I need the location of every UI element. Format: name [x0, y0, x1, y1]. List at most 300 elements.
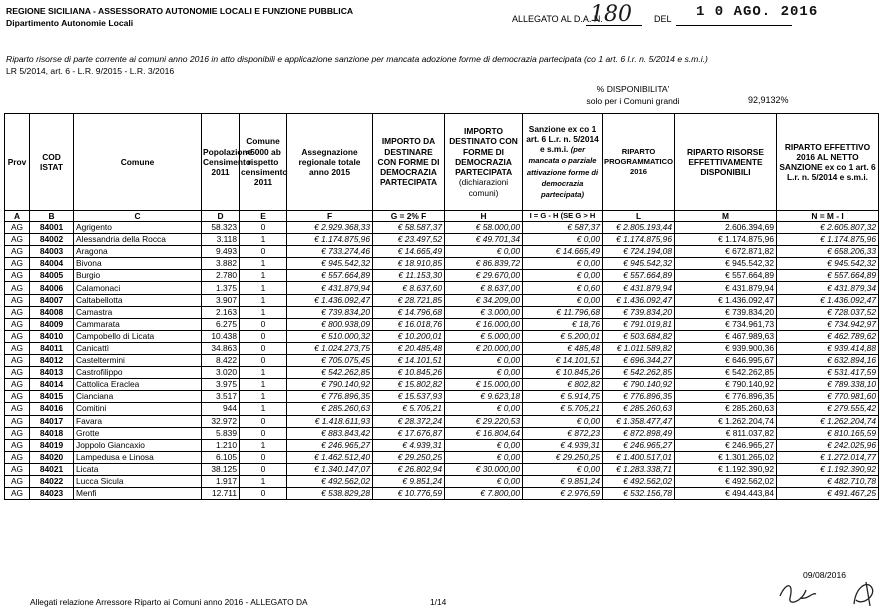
table-cell: € 739.834,20	[603, 306, 675, 318]
table-cell: € 18.910,85	[373, 258, 445, 270]
table-cell: Lucca Sicula	[74, 475, 202, 487]
table-cell: 1	[240, 439, 287, 451]
table-cell: 12.711	[202, 488, 240, 500]
table-cell: Canicattì	[74, 342, 202, 354]
table-cell: € 492.562,02	[675, 475, 777, 487]
table-cell: € 58.587,37	[373, 222, 445, 234]
table-cell: € 1.024.273,75	[287, 342, 373, 354]
table-cell: € 5.200,01	[523, 330, 603, 342]
table-row	[5, 222, 879, 234]
table-cell: € 542.262,85	[287, 367, 373, 379]
col-header-importo-destinato-main: IMPORTO DESTINATO CON FORME DI DEMOCRAZIA PARTECIPATA	[449, 126, 518, 178]
table-cell: 1	[240, 258, 287, 270]
col-header-assegnazione: Assegnazione regionale totale anno 2015	[287, 114, 373, 211]
table-cell: AG	[5, 282, 30, 294]
table-cell: 1	[240, 403, 287, 415]
table-cell: € 0,00	[445, 451, 523, 463]
table-cell: € 1.283.338,71	[603, 463, 675, 475]
table-cell: € 246.965,27	[603, 439, 675, 451]
table-cell: 3.882	[202, 258, 240, 270]
table-cell: € 10.845,26	[523, 367, 603, 379]
col-header-importo-destinato-sub: (dichiarazioni comuni)	[458, 177, 509, 198]
table-cell: AG	[5, 294, 30, 306]
table-cell: 3.118	[202, 234, 240, 246]
table-cell: € 532.156,78	[603, 488, 675, 500]
table-cell: 1	[240, 294, 287, 306]
table-cell: 84015	[30, 391, 74, 403]
table-cell: 84008	[30, 306, 74, 318]
table-cell: 10.438	[202, 330, 240, 342]
table-cell: € 5.914,75	[523, 391, 603, 403]
table-cell: Caltabellotta	[74, 294, 202, 306]
col-header-riparto-risorse: RIPARTO RISORSE EFFETTIVAMENTE DISPONIBILI	[675, 114, 777, 211]
table-cell: € 0,60	[523, 282, 603, 294]
table-cell: € 587,37	[523, 222, 603, 234]
table-cell: 0	[240, 330, 287, 342]
table-row	[5, 427, 879, 439]
letter-cell: B	[30, 211, 74, 222]
letter-cell: C	[74, 211, 202, 222]
table-cell: € 872,23	[523, 427, 603, 439]
table-cell: € 790.140,92	[287, 379, 373, 391]
table-cell: € 1.174.875,96	[287, 234, 373, 246]
table-cell: 34.863	[202, 342, 240, 354]
table-cell: AG	[5, 246, 30, 258]
table-cell: € 0,00	[445, 403, 523, 415]
table-row	[5, 306, 879, 318]
table-cell: 84014	[30, 379, 74, 391]
table-cell: 84023	[30, 488, 74, 500]
table-row	[5, 234, 879, 246]
table-cell: € 26.802,94	[373, 463, 445, 475]
table-cell: € 3.000,00	[445, 306, 523, 318]
table-cell: € 1.174.875,96	[603, 234, 675, 246]
table-cell: AG	[5, 222, 30, 234]
table-cell: € 242.025,96	[777, 439, 879, 451]
table-row	[5, 355, 879, 367]
letter-cell: D	[202, 211, 240, 222]
table-cell: AG	[5, 451, 30, 463]
table-cell: € 14.665,49	[523, 246, 603, 258]
table-cell: € 14.101,51	[373, 355, 445, 367]
col-header-sanzione-main: Sanzione ex co 1 art. 6 L.r. n. 5/2014 e s.m.i.	[526, 123, 599, 155]
table-cell: 58.323	[202, 222, 240, 234]
table-cell: € 9.851,24	[373, 475, 445, 487]
table-cell: € 1.174.875,96	[675, 234, 777, 246]
table-cell: € 2.976,59	[523, 488, 603, 500]
table-cell: € 728.037,52	[777, 306, 879, 318]
table-cell: € 557.664,89	[603, 270, 675, 282]
table-cell: Camastra	[74, 306, 202, 318]
table-cell: Agrigento	[74, 222, 202, 234]
table-cell: € 14.101,51	[523, 355, 603, 367]
table-cell: Castrofilippo	[74, 367, 202, 379]
table-cell: € 0,00	[523, 463, 603, 475]
table-cell: AG	[5, 367, 30, 379]
table-cell: € 11.153,30	[373, 270, 445, 282]
col-header-importo-destinato	[445, 114, 523, 211]
table-cell: € 2.605.807,32	[777, 222, 879, 234]
table-cell: € 0,00	[523, 294, 603, 306]
table-cell: € 510.000,32	[287, 330, 373, 342]
table-cell: € 531.417,59	[777, 367, 879, 379]
table-cell: € 776.896,35	[675, 391, 777, 403]
table-cell: € 14.796,68	[373, 306, 445, 318]
col-header-sanzione-sub: (per mancata o parziale attivazione forme di democrazia partecipata)	[526, 145, 599, 199]
table-cell: 84002	[30, 234, 74, 246]
table-cell: € 811.037,82	[675, 427, 777, 439]
table-cell: AG	[5, 318, 30, 330]
footer-date: 09/08/2016	[803, 570, 847, 580]
col-header-cod-istat: COD ISTAT	[30, 114, 74, 211]
table-cell: € 872.898,49	[603, 427, 675, 439]
table-cell: 0	[240, 427, 287, 439]
table-cell: € 492.562,02	[603, 475, 675, 487]
table-cell: Menfi	[74, 488, 202, 500]
table-cell: 84020	[30, 451, 74, 463]
table-cell: Aragona	[74, 246, 202, 258]
allegato-date-line	[676, 25, 792, 26]
table-cell: € 542.262,85	[603, 367, 675, 379]
table-cell: AG	[5, 475, 30, 487]
table-cell: € 538.829,28	[287, 488, 373, 500]
table-cell: 84022	[30, 475, 74, 487]
table-cell: € 1.192.390,92	[675, 463, 777, 475]
table-cell: € 776.896,35	[603, 391, 675, 403]
table-cell: € 0,00	[523, 415, 603, 427]
allegato-label: ALLEGATO AL D.A. N.	[512, 14, 603, 24]
table-cell: € 0,00	[523, 234, 603, 246]
table-cell: € 557.664,89	[777, 270, 879, 282]
col-header-comune-small: Comune <5000 ab rispetto censimento 2011	[240, 114, 287, 211]
table-cell: € 0,00	[445, 367, 523, 379]
table-cell: Calamonaci	[74, 282, 202, 294]
table-cell: € 10.845,26	[373, 367, 445, 379]
table-cell: AG	[5, 463, 30, 475]
table-cell: AG	[5, 234, 30, 246]
table-cell: € 0,00	[523, 258, 603, 270]
table-cell: 1	[240, 306, 287, 318]
table-cell: € 86.839,72	[445, 258, 523, 270]
table-row	[5, 463, 879, 475]
table-cell: € 789.338,10	[777, 379, 879, 391]
table-cell: 8.422	[202, 355, 240, 367]
allegato-number: 180	[590, 2, 632, 27]
table-cell: 84011	[30, 342, 74, 354]
table-cell: 84006	[30, 282, 74, 294]
disponibilita-label-1: % DISPONIBILITA'	[596, 84, 670, 94]
table-cell: € 285.260,63	[287, 403, 373, 415]
table-cell: € 734.961,73	[675, 318, 777, 330]
table-cell: 6.105	[202, 451, 240, 463]
table-cell: 84004	[30, 258, 74, 270]
table-cell: € 15.802,82	[373, 379, 445, 391]
table-cell: € 8.637,00	[445, 282, 523, 294]
table-cell: € 0,00	[523, 270, 603, 282]
table-cell: € 485,48	[523, 342, 603, 354]
table-cell: € 462.789,62	[777, 330, 879, 342]
table-cell: € 491.467,25	[777, 488, 879, 500]
table-cell: 0	[240, 318, 287, 330]
allegato-date-stamp: 1 0 AGO. 2016	[696, 4, 819, 20]
table-cell: € 246.965,27	[675, 439, 777, 451]
table-cell: € 1.418.611,93	[287, 415, 373, 427]
table-cell: € 1.436.092,47	[603, 294, 675, 306]
table-cell: € 945.542,32	[777, 258, 879, 270]
letter-cell: L	[603, 211, 675, 222]
table-cell: AG	[5, 427, 30, 439]
table-cell: € 542.262,85	[675, 367, 777, 379]
letter-cell: E	[240, 211, 287, 222]
table-cell: € 7.800,00	[445, 488, 523, 500]
letter-cell: N = M - I	[777, 211, 879, 222]
table-cell: 5.839	[202, 427, 240, 439]
table-cell: € 34.209,00	[445, 294, 523, 306]
table-row	[5, 318, 879, 330]
table-cell: € 790.140,92	[603, 379, 675, 391]
table-cell: Comitini	[74, 403, 202, 415]
table-cell: € 29.250,25	[523, 451, 603, 463]
table-cell: € 1.011.589,82	[603, 342, 675, 354]
table-cell: Licata	[74, 463, 202, 475]
table-cell: € 658.206,33	[777, 246, 879, 258]
signature-mark	[776, 578, 880, 608]
table-cell: 9.493	[202, 246, 240, 258]
disponibilita-label-2: solo per i Comuni grandi	[586, 96, 680, 106]
table-cell: € 632.894,16	[777, 355, 879, 367]
table-cell: € 1.272.014,77	[777, 451, 879, 463]
table-cell: € 1.192.390,92	[777, 463, 879, 475]
table-cell: 84019	[30, 439, 74, 451]
disponibilita-value: 92,9132%	[748, 95, 789, 105]
table-cell: € 18,76	[523, 318, 603, 330]
table-cell: € 279.555,42	[777, 403, 879, 415]
table-cell: € 739.834,20	[287, 306, 373, 318]
table-cell: 84013	[30, 367, 74, 379]
table-cell: AG	[5, 379, 30, 391]
table-cell: € 1.174.875,96	[777, 234, 879, 246]
table-cell: 1	[240, 379, 287, 391]
table-cell: € 672.871,82	[675, 246, 777, 258]
table-cell: € 431.879,94	[675, 282, 777, 294]
table-cell: € 1.436.092,47	[287, 294, 373, 306]
table-row	[5, 282, 879, 294]
riparto-table	[4, 113, 879, 500]
table-cell: 0	[240, 415, 287, 427]
table-cell: € 1.262.204,74	[675, 415, 777, 427]
table-cell: 84016	[30, 403, 74, 415]
table-cell: € 557.664,89	[675, 270, 777, 282]
table-cell: Burgio	[74, 270, 202, 282]
table-row	[5, 439, 879, 451]
table-row	[5, 342, 879, 354]
table-cell: € 17.676,87	[373, 427, 445, 439]
table-cell: 0	[240, 246, 287, 258]
table-cell: € 1.436.092,47	[777, 294, 879, 306]
table-cell: € 5.000,00	[445, 330, 523, 342]
table-cell: € 494.443,84	[675, 488, 777, 500]
table-cell: 1	[240, 270, 287, 282]
table-cell: Cianciana	[74, 391, 202, 403]
table-cell: € 30.000,00	[445, 463, 523, 475]
table-cell: 0	[240, 488, 287, 500]
allegato-number-line	[586, 25, 642, 26]
table-cell: € 733.274,46	[287, 246, 373, 258]
table-cell: Bivona	[74, 258, 202, 270]
table-cell: € 5.705,21	[373, 403, 445, 415]
table-cell: 84009	[30, 318, 74, 330]
table-cell: € 10.776,59	[373, 488, 445, 500]
table-cell: € 1.462.512,40	[287, 451, 373, 463]
table-cell: 3.975	[202, 379, 240, 391]
table-cell: AG	[5, 330, 30, 342]
table-cell: € 431.879,94	[603, 282, 675, 294]
document-header	[6, 5, 353, 29]
table-cell: € 739.834,20	[675, 306, 777, 318]
table-cell: € 29.250,25	[373, 451, 445, 463]
table-row	[5, 379, 879, 391]
table-cell: € 49.701,34	[445, 234, 523, 246]
table-cell: € 14.665,49	[373, 246, 445, 258]
col-header-riparto-netto: RIPARTO EFFETTIVO 2016 AL NETTO SANZIONE ex co 1 art. 6 L.r. n. 5/2014 e s.m.i.	[777, 114, 879, 211]
description-law-refs: LR 5/2014, art. 6 - L.R. 9/2015 - L.R. 3/2016	[6, 66, 175, 76]
table-cell: € 0,00	[445, 475, 523, 487]
table-cell: € 557.664,89	[287, 270, 373, 282]
table-cell: 38.125	[202, 463, 240, 475]
col-header-importo-destinare: IMPORTO DA DESTINARE CON FORME DI DEMOCRAZIA PARTECIPATA	[373, 114, 445, 211]
table-row	[5, 391, 879, 403]
col-header-riparto-programmatico: RIPARTO PROGRAMMATICO 2016	[603, 114, 675, 211]
table-cell: € 467.989,63	[675, 330, 777, 342]
table-cell: Cammarata	[74, 318, 202, 330]
table-cell: € 1.358.477,47	[603, 415, 675, 427]
table-cell: 1	[240, 234, 287, 246]
table-cell: € 0,00	[445, 355, 523, 367]
table-cell: AG	[5, 270, 30, 282]
col-header-sanzione	[523, 114, 603, 211]
table-cell: AG	[5, 391, 30, 403]
table-cell: € 770.981,60	[777, 391, 879, 403]
table-cell: Lampedusa e Linosa	[74, 451, 202, 463]
table-cell: € 1.301.265,02	[675, 451, 777, 463]
table-cell: € 29.220,53	[445, 415, 523, 427]
table-cell: 84007	[30, 294, 74, 306]
table-cell: 1	[240, 391, 287, 403]
table-cell: € 431.879,34	[777, 282, 879, 294]
table-cell: 1.375	[202, 282, 240, 294]
letter-cell: I = G - H (SE G > H	[523, 211, 603, 222]
table-cell: Cattolica Eraclea	[74, 379, 202, 391]
table-cell: € 9.851,24	[523, 475, 603, 487]
table-cell: € 802,82	[523, 379, 603, 391]
table-cell: AG	[5, 306, 30, 318]
table-cell: € 28.721,85	[373, 294, 445, 306]
table-cell: € 9.623,18	[445, 391, 523, 403]
table-row	[5, 330, 879, 342]
table-letter-row	[5, 211, 879, 222]
table-cell: 84012	[30, 355, 74, 367]
table-cell: € 724.194,08	[603, 246, 675, 258]
table-cell: € 945.542,32	[287, 258, 373, 270]
table-row	[5, 475, 879, 487]
table-cell: € 939.900,36	[675, 342, 777, 354]
table-row	[5, 246, 879, 258]
table-cell: 0	[240, 222, 287, 234]
table-cell: Grotte	[74, 427, 202, 439]
table-cell: 2.780	[202, 270, 240, 282]
table-cell: Campobello di Licata	[74, 330, 202, 342]
table-cell: € 15.537,93	[373, 391, 445, 403]
table-row	[5, 415, 879, 427]
table-cell: 944	[202, 403, 240, 415]
col-header-comune: Comune	[74, 114, 202, 211]
table-cell: € 11.796,68	[523, 306, 603, 318]
table-cell: € 58.000,00	[445, 222, 523, 234]
disponibilita-label	[565, 83, 701, 107]
table-cell: 0	[240, 355, 287, 367]
table-cell: 84018	[30, 427, 74, 439]
table-cell: € 945.542,32	[603, 258, 675, 270]
table-cell: 84005	[30, 270, 74, 282]
table-cell: AG	[5, 488, 30, 500]
table-cell: € 4.939,31	[373, 439, 445, 451]
table-cell: € 646.995,67	[675, 355, 777, 367]
table-cell: € 939.414,88	[777, 342, 879, 354]
letter-cell: F	[287, 211, 373, 222]
table-cell: € 705.075,45	[287, 355, 373, 367]
table-cell: € 791.019,81	[603, 318, 675, 330]
table-cell: Favara	[74, 415, 202, 427]
table-cell: 1	[240, 475, 287, 487]
letter-cell: H	[445, 211, 523, 222]
table-cell: € 696.344,27	[603, 355, 675, 367]
table-cell: € 0,00	[445, 439, 523, 451]
table-cell: € 431.879,94	[287, 282, 373, 294]
table-row	[5, 367, 879, 379]
letter-cell: A	[5, 211, 30, 222]
table-cell: € 4.939,31	[523, 439, 603, 451]
table-cell: 2.163	[202, 306, 240, 318]
table-cell: € 16.000,00	[445, 318, 523, 330]
table-cell: AG	[5, 403, 30, 415]
table-cell: 6.275	[202, 318, 240, 330]
table-row	[5, 451, 879, 463]
table-cell: € 482.710,78	[777, 475, 879, 487]
table-row	[5, 270, 879, 282]
table-cell: € 10.200,01	[373, 330, 445, 342]
table-cell: € 16.804,64	[445, 427, 523, 439]
table-cell: Joppolo Giancaxio	[74, 439, 202, 451]
letter-cell: G = 2% F	[373, 211, 445, 222]
table-cell: AG	[5, 355, 30, 367]
table-cell: 84021	[30, 463, 74, 475]
table-header-row	[5, 114, 879, 211]
table-cell: € 16.018,76	[373, 318, 445, 330]
table-row	[5, 258, 879, 270]
table-cell: 1.210	[202, 439, 240, 451]
table-cell: 84017	[30, 415, 74, 427]
allegato-del-label: DEL	[654, 14, 672, 24]
col-header-prov: Prov	[5, 114, 30, 211]
table-cell: 32.972	[202, 415, 240, 427]
table-cell: € 5.705,21	[523, 403, 603, 415]
table-cell: € 734.942,97	[777, 318, 879, 330]
table-cell: € 2.929.368,33	[287, 222, 373, 234]
table-cell: € 945.542,32	[675, 258, 777, 270]
table-cell: € 20.000,00	[445, 342, 523, 354]
table-row	[5, 403, 879, 415]
table-cell: € 8.637,60	[373, 282, 445, 294]
